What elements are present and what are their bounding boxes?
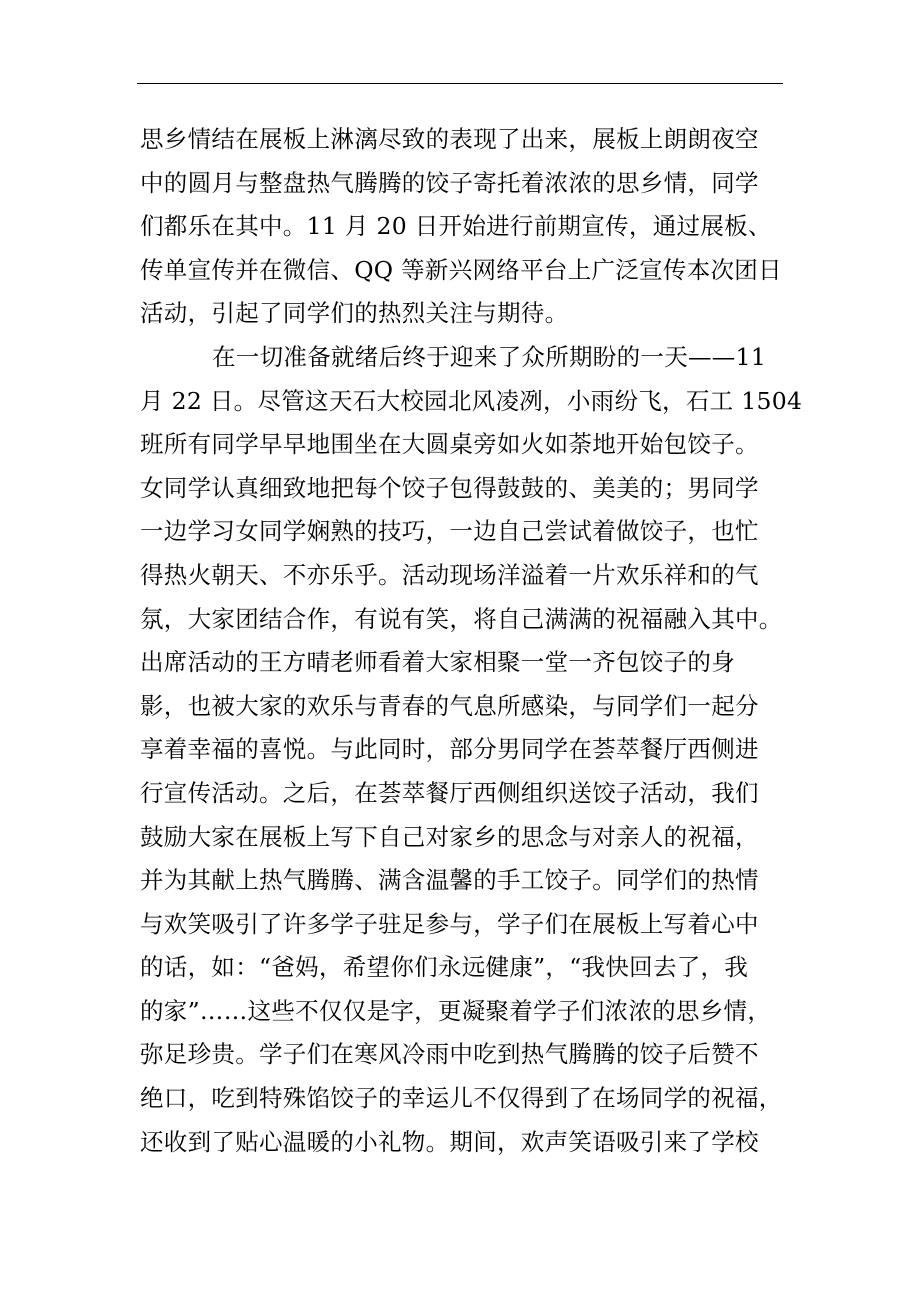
text-line-18: 并为其献上热气腾腾、满含温馨的手工饺子。同学们的热情 <box>140 866 759 895</box>
text-line-20: 的话，如：“爸妈，希望你们永远健康”，“我快回去了，我 <box>140 953 749 982</box>
text-line-19: 与欢笑吸引了许多学子驻足参与，学子们在展板上写着心中 <box>140 909 759 938</box>
text-line-23: 绝口，吃到特殊馅饺子的幸运儿不仅得到了在场同学的祝福， <box>140 1084 783 1113</box>
text-line-11: 得热火朝天、不亦乐乎。活动现场洋溢着一片欢乐祥和的气 <box>140 560 759 589</box>
text-line-21: 的家”……这些不仅仅是字，更凝聚着学子们浓浓的思乡情， <box>140 996 772 1025</box>
text-line-6-paragraph-start: 在一切准备就绪后终于迎来了众所期盼的一天——11 <box>212 342 767 371</box>
text-line-13: 出席活动的王方晴老师看着大家相聚一堂一齐包饺子的身 <box>140 648 735 677</box>
text-line-5: 活动，引起了同学们的热烈关注与期待。 <box>140 299 569 328</box>
text-line-22: 弥足珍贵。学子们在寒风冷雨中吃到热气腾腾的饺子后赞不 <box>140 1040 759 1069</box>
text-line-4: 传单宣传并在微信、QQ 等新兴网络平台上广泛宣传本次团日 <box>140 255 782 284</box>
header-rule <box>137 83 783 84</box>
text-line-3: 们都乐在其中。11 月 20 日开始进行前期宣传，通过展板、 <box>140 212 772 241</box>
text-line-9: 女同学认真细致地把每个饺子包得鼓鼓的、美美的；男同学 <box>140 473 759 502</box>
body-text <box>140 118 803 1164</box>
text-line-2: 中的圆月与整盘热气腾腾的饺子寄托着浓浓的思乡情，同学 <box>140 168 759 197</box>
text-line-1: 思乡情结在展板上淋漓尽致的表现了出来，展板上朗朗夜空 <box>140 125 759 153</box>
text-line-8: 班所有同学早早地围坐在大圆桌旁如火如荼地开始包饺子。 <box>140 430 759 459</box>
text-line-15: 享着幸福的喜悦。与此同时，部分男同学在荟萃餐厅西侧进 <box>140 735 759 764</box>
text-line-17: 鼓励大家在展板上写下自己对家乡的思念与对亲人的祝福， <box>140 822 759 851</box>
text-line-16: 行宣传活动。之后，在荟萃餐厅西侧组织送饺子活动，我们 <box>140 778 759 807</box>
text-line-7: 月 22 日。尽管这天石大校园北风凌冽，小雨纷飞，石工 1504 <box>140 386 803 415</box>
text-line-12: 氛，大家团结合作，有说有笑，将自己满满的祝福融入其中。 <box>140 604 783 633</box>
text-line-14: 影，也被大家的欢乐与青春的气息所感染，与同学们一起分 <box>140 691 759 720</box>
text-line-24: 还收到了贴心温暖的小礼物。期间，欢声笑语吸引来了学校 <box>140 1127 759 1156</box>
text-line-10: 一边学习女同学娴熟的技巧，一边自己尝试着做饺子，也忙 <box>140 517 759 546</box>
